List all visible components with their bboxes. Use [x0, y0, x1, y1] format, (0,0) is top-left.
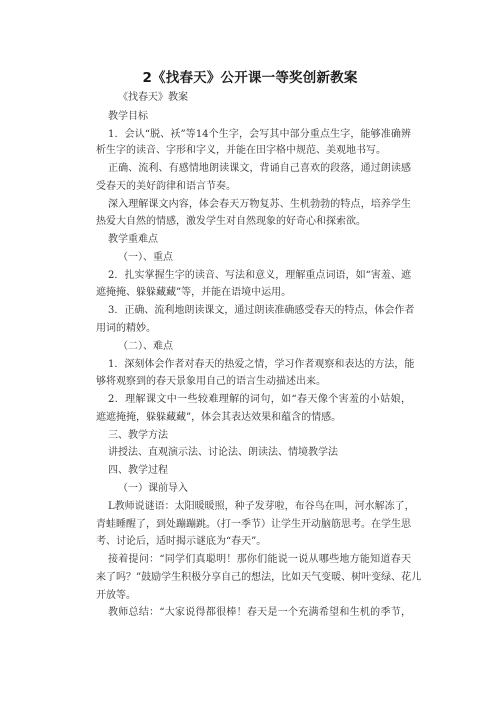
- text-line: 开放等。: [96, 590, 136, 601]
- text-line: L教师说谜语：太阳暖暖照，种子发芽啦，布谷鸟在叫，河水解冻了，: [108, 501, 415, 512]
- text-line: 2．扎实掌握生字的读音、写法和意义，理解重点词语，如“害羞、遮: [108, 270, 411, 281]
- text-line: 遮掩掩、躲躲藏藏”等，并能在语境中运用。: [96, 287, 292, 298]
- section-heading: 教学重难点: [108, 234, 158, 245]
- section-heading: 三、教学方法: [108, 430, 168, 441]
- text-line: 青蛙睡醒了，到处蹦蹦跳。（打一季节）让学生开动脑筋思考。在学生思: [96, 519, 411, 530]
- text-line: 3．正确、流利地朗读课文，通过朗读准确感受春天的特点，体会作者: [108, 305, 415, 316]
- text-line: 教师总结：“大家说得都很棒！春天是一个充满希望和生机的季节，: [108, 607, 411, 618]
- text-line: 正确、流利、有感情地朗读课文，背诵自己喜欢的段落，通过朗读感: [108, 163, 411, 174]
- text-line: 2．理解课文中一些较难理解的词句，如“春天像个害羞的小姑娘，: [108, 394, 411, 405]
- text-line: 来了吗？”鼓励学生积极分享自己的想法，比如天气变暖、树叶变绿、花儿: [96, 572, 422, 583]
- subsection-heading: （一）、重点: [118, 252, 173, 263]
- text-line: 用词的精妙。: [96, 323, 156, 334]
- text-line: 考、讨论后，适时揭示谜底为“春天”。: [96, 536, 267, 547]
- text-line: 析生字的读音、字形和字义，并能在田字格中规范、美观地书写。: [96, 145, 386, 156]
- subsection-heading: （二）、难点: [118, 341, 173, 352]
- text-line: 接着提问：“同学们真聪明！那你们能说一说从哪些地方能知道春天: [108, 554, 411, 565]
- text-line: 1．深刻体会作者对春天的热爱之情，学习作者观察和表达的方法，能: [108, 359, 415, 370]
- text-line: 《找春天》教案: [118, 92, 188, 103]
- text-line: 够将观察到的春天景象用自己的语言生动描述出来。: [96, 376, 326, 387]
- text-line: 受春天的美好韵律和语言节奏。: [96, 181, 236, 192]
- text-line: 深入理解课文内容，体会春天万物复苏、生机勃勃的特点，培养学生: [108, 199, 411, 210]
- document-title: 2《找春天》公开课一等奖创新教案: [142, 70, 358, 86]
- section-heading: 四、教学过程: [108, 465, 168, 476]
- section-heading: 教学目标: [108, 111, 148, 122]
- text-line: 讲授法、直观演示法、讨论法、朗读法、情境教学法: [108, 447, 338, 458]
- text-line: 1．会认“脱、袄”等14个生字，会写其中部分重点生字，能够准确辨: [108, 129, 411, 140]
- subsection-heading: （一）课前导入: [118, 483, 188, 494]
- text-line: 遮遮掩掩，躲躲藏藏”，体会其表达效果和蕴含的情感。: [96, 412, 342, 423]
- text-line: 热爱大自然的情感，激发学生对自然现象的好奇心和探索欲。: [96, 216, 366, 227]
